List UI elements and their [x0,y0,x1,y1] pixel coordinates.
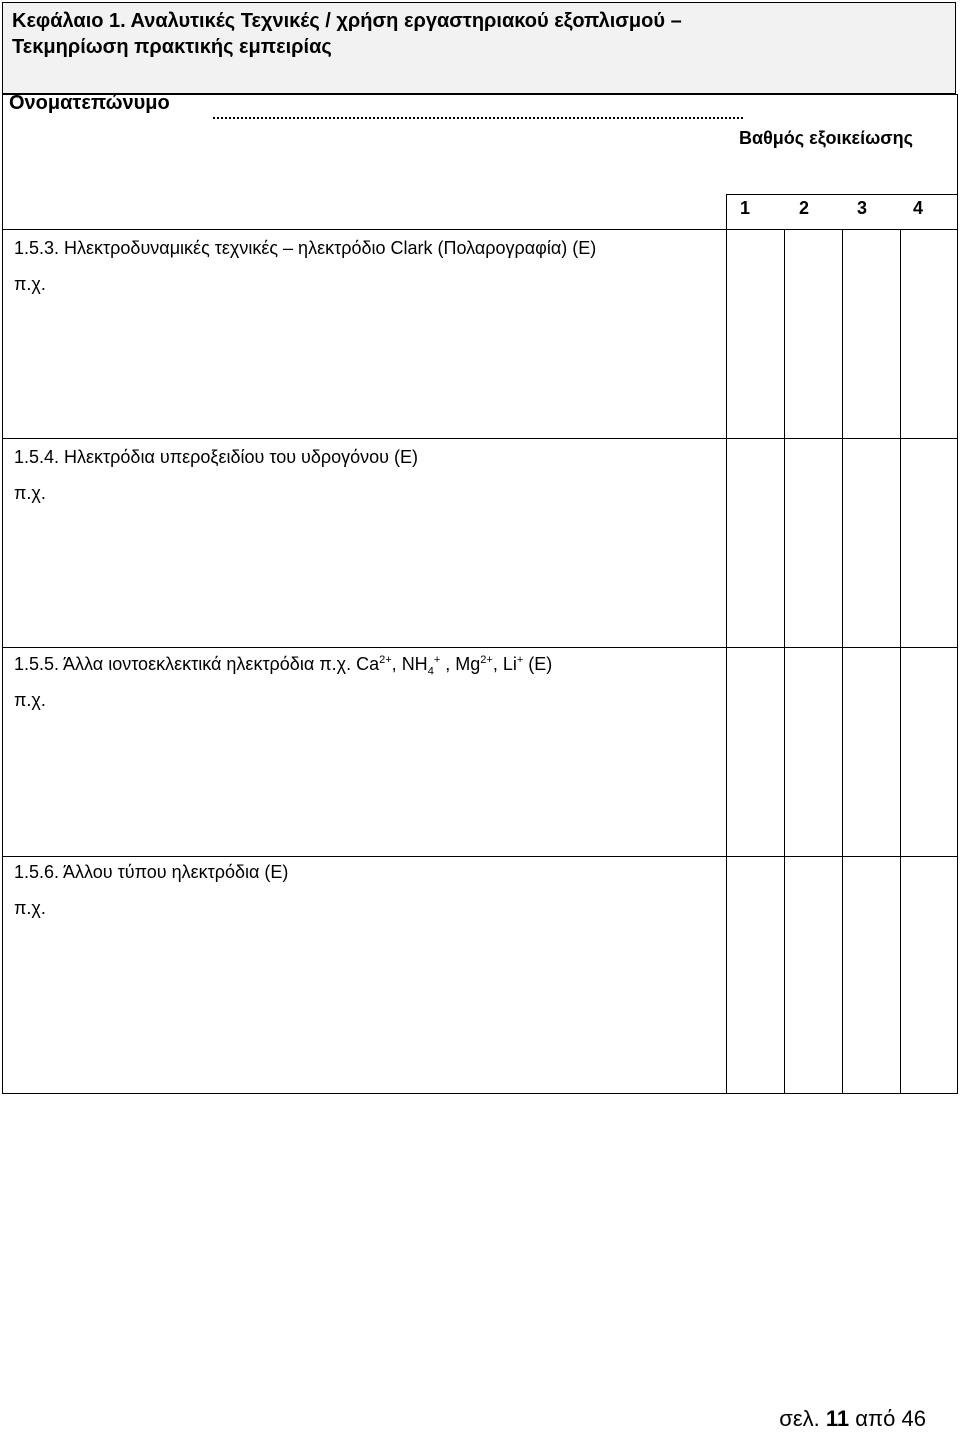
ion-nh4: $NH_4^+$ [401,654,441,678]
grade-level-4: 4 [912,198,923,218]
name-field[interactable] [213,97,743,119]
grade-title: Βαθμός εξοικείωσης [739,128,913,148]
chapter-title: Κεφάλαιο 1. Αναλυτικές Τεχνικές / χρήση εργαστηριακού εξοπλισμού – [12,10,682,32]
name-label: Ονοματεπώνυμο [9,92,170,114]
section-example-1-5-3: π.χ. [14,274,46,294]
section-title-1-5-3: 1.5.3. Ηλεκτροδυναμικές τεχνικές – ηλεκτρόδιο Clark (Πολαρογραφία) (Ε) [14,238,597,258]
section-title-1-5-6: 1.5.6. Άλλου τύπου ηλεκτρόδια (Ε) [14,862,289,882]
page-prefix: σελ. [779,1406,820,1431]
grade-level-1: 1 [739,198,750,218]
grade-col-divider [784,229,785,1094]
ion-li: Li+ [502,654,524,674]
row-rule-4 [2,856,958,857]
grade-col-divider [726,194,727,1094]
section-title-prefix: 1.5.5. Άλλα ιοντοεκλεκτικά ηλεκτρόδια π.χ. [14,654,357,674]
section-example-1-5-6: π.χ. [14,898,46,918]
ion-ca: $Ca^{2+}$ [356,654,392,674]
grade-col-divider [842,229,843,1094]
grade-header-rule [726,194,958,195]
row-rule-2 [2,438,958,439]
section-title-1-5-4: 1.5.4. Ηλεκτρόδια υπεροξειδίου του υδρογόνου (Ε) [14,447,419,467]
grade-col-divider [900,229,901,1094]
chapter-subtitle: Τεκμηρίωση πρακτικής εμπειρίας [12,36,332,58]
section-title-1-5-5: 1.5.5. Άλλα ιοντοεκλεκτικά ηλεκτρόδια π.χ. $Ca^{2+}$, $NH_4^+$ , $Mg^{2+}$, Li+ (Ε) [14,654,553,678]
page-current: 11 [825,1406,850,1431]
row-rule-1 [2,229,958,230]
section-example-1-5-5: π.χ. [14,690,46,710]
section-title-suffix: (Ε) [523,654,553,674]
page-separator: από [855,1406,896,1431]
header-box [2,2,956,94]
grade-level-3: 3 [856,198,867,218]
ion-mg: $Mg^{2+}$ [455,654,493,674]
section-example-1-5-4: π.χ. [14,483,46,503]
page-number [779,1406,926,1432]
page-total: 46 [901,1406,926,1431]
row-rule-3 [2,647,958,648]
grade-level-2: 2 [798,198,809,218]
